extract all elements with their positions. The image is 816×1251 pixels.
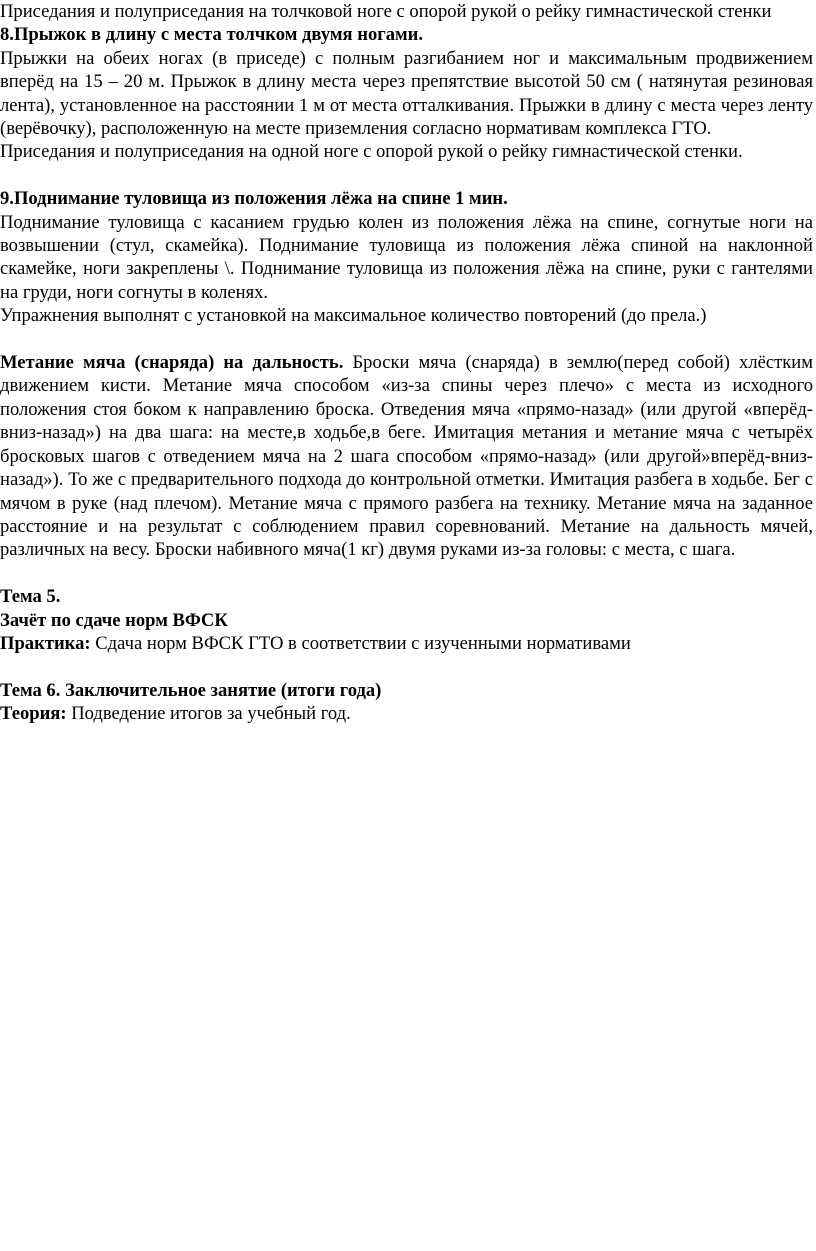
theory-line [0,702,813,725]
paragraph-squats-takeoff-leg: Приседания и полуприседания на толчковой ноге с опорой рукой о рейку гимнастической стенки [0,1,772,22]
topic-5-subheading: Зачёт по сдаче норм ВФСК [0,609,228,631]
paragraph-single-leg-squats: Приседания и полуприседания на одной ноге с опорой рукой о рейку гимнастической стенки. [0,141,743,163]
practice-label: Практика: [0,632,91,654]
topic-6-heading: Тема 6. Заключительное занятие (итоги года) [0,679,382,701]
practice-line [0,632,813,655]
heading-sit-ups: 9.Поднимание туловища из положения лёжа на спине 1 мин. [0,188,508,210]
ball-throwing-title: Метание мяча (снаряда) на дальность. [0,352,344,374]
theory-label: Теория: [0,703,67,725]
practice-text: Сдача норм ВФСК ГТО в соответствии с изученными нормативами [90,632,631,654]
ball-throwing-text: Броски мяча (снаряда) в землю(перед собой) хлёстким движением кисти. Метание мяча способом «из-за спины через плечо» с места из исходного положения стоя боком к направлению броска. Отведения мяча «прямо-назад» (или другой «вперёд-вниз-назад») на два шага: на месте,в ходьбе,в беге. Имитация метания и метание мяча с четырёх бросковых шагов с отведением мяча на 2 шага способом «прямо-назад» (или другой»вперёд-вниз-назад»). То же с предварительного подхода до контрольной отметки. Имитация разбега в ходьбе. Бег с мячом в руке (над плечом). Метание мяча с прямого разбега на технику. Метание мяча на заданное расстояние и на результат с соблюдением правил соревнований. Метание на дальность мячей, различных на весу. Броски набивного мяча(1 кг) двумя руками из-за головы: с места, с шага. [0,352,813,561]
topic-5-heading: Тема 5. [0,586,61,608]
spacer [0,328,813,351]
spacer [0,655,813,678]
spacer [0,562,813,585]
theory-text: Подведение итогов за учебный год. [66,703,351,725]
paragraph-ball-throwing [0,351,813,562]
paragraph-sit-up-exercises: Поднимание туловища с касанием грудью колен из положения лёжа на спине, согнутые ноги на возвышении (стул, скамейка). Поднимание туловища из положения лёжа спиной на наклонной скамейке, ноги закреплены \. Поднимание туловища из положения лёжа на спине, руки с гантелями на груди, ноги согнуты в коленях. [0,211,813,303]
paragraph-max-repetitions: Упражнения выполнят с установкой на максимальное количество повторений (до прела.) [0,305,707,327]
paragraph-jump-exercises: Прыжки на обеих ногах (в приседе) с полным разгибанием ног и максимальным продвижением вперёд на 15 – 20 м. Прыжок в длину места через препятствие высотой 50 см ( натянутая резиновая лента), установленное на расстоянии 1 м от места отталкивания. Прыжки в длину с места через ленту (верёвочку), расположенную на месте приземления согласно нормативам комплекса ГТО. [0,47,813,140]
heading-standing-long-jump: 8.Прыжок в длину с места толчком двумя ногами. [0,24,424,46]
spacer [0,164,813,187]
